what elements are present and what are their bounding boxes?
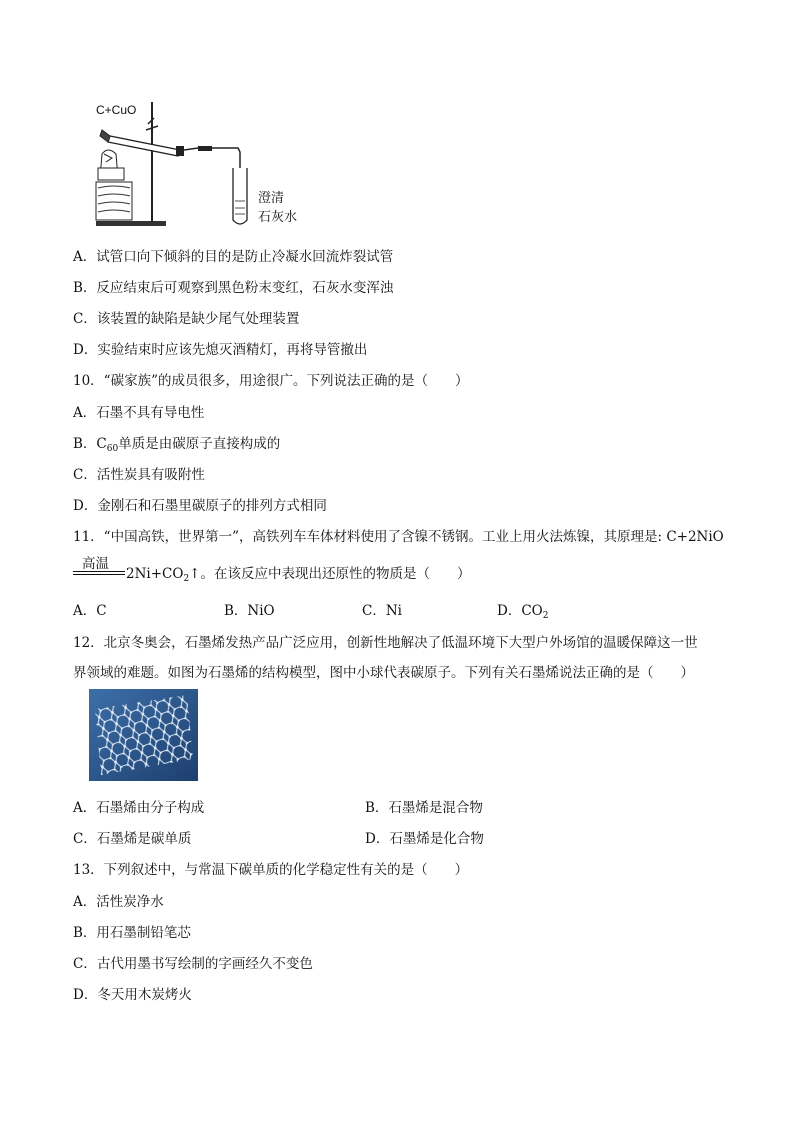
- q13-stem: 13．下列叙述中，与常温下碳单质的化学稳定性有关的是（ ）: [73, 862, 469, 878]
- q11-equals-line-bottom: [73, 574, 125, 575]
- q11-option-b: B．NiO: [224, 603, 275, 619]
- q12-option-c: C．石墨烯是碳单质: [73, 831, 192, 847]
- q9-option-c: C．该装置的缺陷是缺少尾气处理装置: [73, 311, 300, 327]
- q9-option-a: A．试管口向下倾斜的目的是防止冷凝水回流炸裂试管: [73, 249, 394, 265]
- q11-option-d-prefix: D．CO: [497, 603, 543, 619]
- q10-option-b-prefix: B．C: [73, 436, 107, 452]
- graphene-structure-image: [89, 689, 198, 781]
- q10-stem: 10．“碳家族”的成员很多，用途很广。下列说法正确的是（ ）: [73, 373, 469, 389]
- lime-water-label-2: 石灰水: [258, 210, 298, 225]
- graphene-model: [89, 689, 198, 781]
- q12-stem-line1: 12．北京冬奥会，石墨烯发热产品广泛应用，创新性地解决了低温环境下大型户外场馆的温暖保障这一世: [73, 635, 698, 651]
- q11-option-d: [497, 602, 548, 620]
- q10-option-a: A．石墨不具有导电性: [73, 405, 205, 421]
- q10-option-d: D．金刚石和石墨里碳原子的排列方式相同: [73, 498, 327, 514]
- q11-products-sub: 2: [183, 574, 190, 584]
- q13-option-a: A．活性炭净水: [73, 894, 164, 910]
- q11-equals-line-top: [73, 571, 125, 572]
- reagent-label: C+CuO: [96, 103, 137, 117]
- q9-option-d: D．实验结束时应该先熄灭酒精灯，再将导管撤出: [73, 342, 368, 358]
- q11-stem: 11．“中国高铁，世界第一”，高铁列车车体材料使用了含镍不锈钢。工业上用火法炼镍，其原理是: C+2NiO: [73, 529, 724, 545]
- q12-option-b: B．石墨烯是混合物: [365, 800, 483, 816]
- q11-option-c: C．Ni: [362, 603, 402, 619]
- q10-option-b-sub: 60: [106, 444, 119, 454]
- experiment-apparatus-diagram: [88, 96, 308, 235]
- q12-option-d: D．石墨烯是化合物: [365, 831, 484, 847]
- q10-option-c: C．活性炭具有吸附性: [73, 467, 205, 483]
- q13-option-d: D．冬天用木炭烤火: [73, 987, 192, 1003]
- q13-option-b: B．用石墨制铅笔芯: [73, 925, 191, 941]
- q11-option-d-sub: 2: [542, 611, 549, 621]
- q13-option-c: C．古代用墨书写绘制的字画经久不变色: [73, 956, 313, 972]
- q11-products: [126, 565, 470, 583]
- apparatus-drawing: [88, 96, 308, 231]
- q10-option-b: [73, 435, 280, 453]
- q11-products-suffix: ↑。在该反应中表现出还原性的物质是（ ）: [189, 566, 471, 582]
- q11-condition: 高温: [82, 556, 109, 572]
- q11-option-a: A．C: [73, 603, 107, 619]
- q9-option-b: B．反应结束后可观察到黑色粉末变红，石灰水变浑浊: [73, 280, 394, 296]
- q10-option-b-suffix: 单质是由碳原子直接构成的: [118, 436, 281, 452]
- lime-water-label-1: 澄清: [258, 191, 285, 206]
- q12-stem-line2: 界领域的难题。如图为石墨烯的结构模型，图中小球代表碳原子。下列有关石墨烯说法正确的是（ ）: [73, 665, 694, 681]
- q12-option-a: A．石墨烯由分子构成: [73, 800, 205, 816]
- q11-products-prefix: 2Ni+CO: [126, 566, 184, 582]
